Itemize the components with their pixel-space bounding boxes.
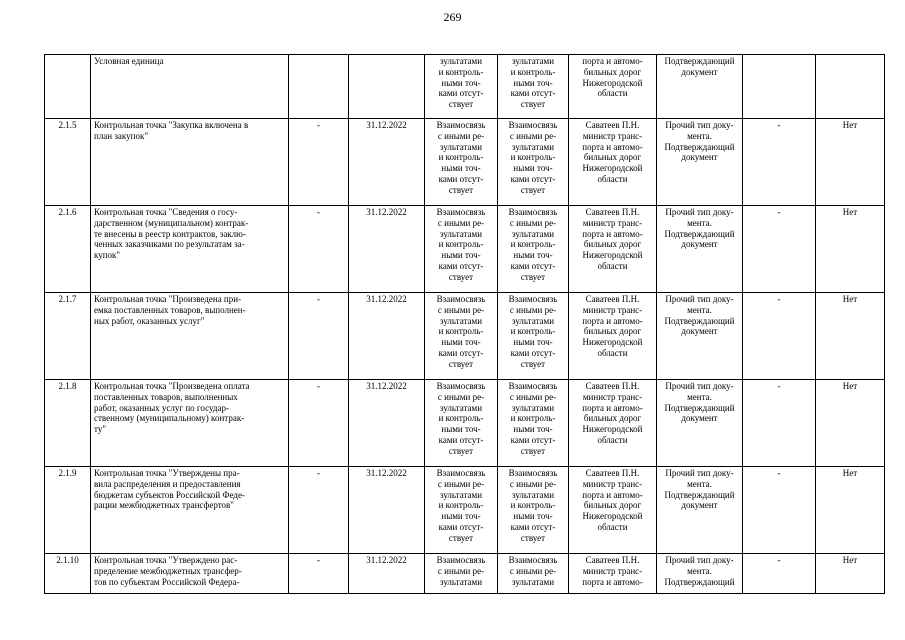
table-row xyxy=(45,554,885,594)
cell-text-line: ками отсут- xyxy=(438,434,484,445)
cell-text-line: с иными ре- xyxy=(509,478,557,489)
cell-text-line: Прочий тип доку- xyxy=(665,120,734,130)
cell-text-line: Подтверждающий xyxy=(664,402,735,413)
cell-text-line: Подтверждающий xyxy=(664,576,735,587)
cell-text-line: Прочий тип доку- xyxy=(665,294,734,304)
cell-text-line: план закупок" xyxy=(94,130,149,141)
cell-text-line: Саватеев П.Н. xyxy=(585,207,640,217)
cell-text-line: Подтверждающий xyxy=(664,228,735,239)
info-system-cell xyxy=(743,380,816,467)
cell-text-line: Нижегородской xyxy=(582,250,643,261)
base-date-cell xyxy=(289,467,349,554)
cell-text-line: ствует xyxy=(520,358,546,369)
control-point-name-cell xyxy=(91,380,289,467)
cell-text: 2.1.8 xyxy=(58,381,77,391)
cell-text-line: Нижегородской xyxy=(582,424,643,435)
control-point-name-cell xyxy=(91,467,289,554)
deadline-date-cell xyxy=(349,467,425,554)
responsible-person-cell xyxy=(569,119,657,206)
cell-text: - xyxy=(777,207,781,217)
cell-text-line: и контроль- xyxy=(510,152,556,163)
cell-text-line: Контрольная точка "Произведена оплата xyxy=(94,381,250,391)
cell-text-line: порта и автомо- xyxy=(582,576,643,587)
cell-text-line: зультатами xyxy=(511,402,555,413)
cell-text-line: поставленных товаров, выполненных xyxy=(94,391,238,402)
table-row xyxy=(45,55,885,119)
cell-text-line: Контрольная точка "Произведена при- xyxy=(94,294,242,304)
cell-text-line: порта и автомо- xyxy=(582,489,643,500)
deadline-date-cell xyxy=(349,554,425,594)
cell-text-line: и контроль- xyxy=(438,326,484,337)
row-number-cell xyxy=(45,380,91,467)
cell-text-line: ными точ- xyxy=(513,250,553,261)
row-number-cell xyxy=(45,554,91,594)
cell-text-line: и контроль- xyxy=(438,413,484,424)
row-number-cell xyxy=(45,206,91,293)
cell-text-line: работ, оказанных услуг по государ- xyxy=(94,402,229,413)
predecessor-link-cell xyxy=(425,467,498,554)
cell-text: - xyxy=(317,294,320,304)
cell-text-line: ствует xyxy=(520,532,546,543)
cell-text-line: Взаимосвязь xyxy=(508,555,558,565)
document-type-cell xyxy=(657,554,743,594)
cell-text: 31.12.2022 xyxy=(366,120,407,130)
control-point-name-cell xyxy=(91,554,289,594)
cell-text-line: ствует xyxy=(448,445,474,456)
cell-text-line: мента. xyxy=(687,304,712,315)
cell-text-line: бильных дорог xyxy=(583,239,642,250)
cell-text-line: Прочий тип доку- xyxy=(665,555,734,565)
cell-text-line: порта и автомо- xyxy=(582,315,643,326)
cell-text-line: Прочий тип доку- xyxy=(665,468,734,478)
cell-text-line: бильных дорог xyxy=(583,413,642,424)
cell-text-line: Взаимосвязь xyxy=(508,468,558,478)
cell-text-line: зультатами xyxy=(439,402,483,413)
successor-link-cell xyxy=(498,467,569,554)
cell-text-line: Саватеев П.Н. xyxy=(585,555,640,565)
cell-text-line: Взаимосвязь xyxy=(508,294,558,304)
cell-text: 31.12.2022 xyxy=(366,294,407,304)
cell-text-line: и контроль- xyxy=(510,66,556,77)
cell-text-line: документ xyxy=(681,239,718,250)
cell-text-line: с иными ре- xyxy=(509,217,557,228)
cell-text: - xyxy=(317,120,320,130)
cell-text-line: зультатами xyxy=(439,576,483,587)
cell-text-line: бюджетам субъектов Российской Феде- xyxy=(94,489,245,500)
base-date-cell xyxy=(289,119,349,206)
cell-text-line: порта и автомо- xyxy=(582,402,643,413)
cell-text-line: с иными ре- xyxy=(437,130,485,141)
cell-text-line: ствует xyxy=(448,271,474,282)
cell-text-line: дарственном (муниципальном) контрак- xyxy=(94,217,249,228)
cell-text-line: ными точ- xyxy=(513,163,553,174)
cell-text-line: министр транс- xyxy=(582,478,643,489)
cell-text-line: рации межбюджетных трансфертов" xyxy=(94,500,234,511)
cell-text-line: Подтверждающий xyxy=(664,141,735,152)
cell-text-line: Нижегородской xyxy=(582,511,643,522)
control-point-name-cell xyxy=(91,206,289,293)
cell-text-line: ствует xyxy=(448,184,474,195)
cell-text-line: зультатами xyxy=(511,576,555,587)
info-system-cell xyxy=(743,554,816,594)
document-type-cell xyxy=(657,206,743,293)
cell-text-line: Нижегородской xyxy=(582,163,643,174)
responsible-person-cell xyxy=(569,467,657,554)
cell-text-line: и контроль- xyxy=(510,500,556,511)
base-date-cell xyxy=(289,55,349,119)
cell-text-line: ными точ- xyxy=(441,424,481,435)
cell-text-line: зультатами xyxy=(439,141,483,152)
cell-text-line: ками отсут- xyxy=(438,88,484,99)
cell-text-line: области xyxy=(597,173,628,184)
cell-text-line: ными точ- xyxy=(441,250,481,261)
document-type-cell xyxy=(657,467,743,554)
cell-text-line: ками отсут- xyxy=(438,173,484,184)
cell-text: - xyxy=(777,294,781,304)
cell-text-line: ками отсут- xyxy=(438,347,484,358)
cell-text-line: области xyxy=(597,434,628,445)
cell-text-line: Подтверждающий xyxy=(664,489,735,500)
cell-text-line: ками отсут- xyxy=(510,347,556,358)
flag-cell xyxy=(816,206,885,293)
table-row xyxy=(45,119,885,206)
cell-text-line: ствует xyxy=(448,99,474,110)
cell-text-line: Подтверждающий xyxy=(664,315,735,326)
cell-text-line: Нижегородской xyxy=(582,77,643,88)
cell-text-line: ными точ- xyxy=(441,511,481,522)
cell-text: 31.12.2022 xyxy=(366,207,407,217)
cell-text-line: Саватеев П.Н. xyxy=(585,381,640,391)
cell-text: - xyxy=(317,381,320,391)
deadline-date-cell xyxy=(349,293,425,380)
cell-text-line: ками отсут- xyxy=(510,173,556,184)
predecessor-link-cell xyxy=(425,119,498,206)
cell-text-line: и контроль- xyxy=(510,326,556,337)
cell-text-line: бильных дорог xyxy=(583,500,642,511)
cell-text-line: Прочий тип доку- xyxy=(665,381,734,391)
cell-text: - xyxy=(777,381,781,391)
deadline-date-cell xyxy=(349,119,425,206)
successor-link-cell xyxy=(498,293,569,380)
deadline-date-cell xyxy=(349,55,425,119)
cell-text-line: и контроль- xyxy=(510,239,556,250)
control-point-name-cell xyxy=(91,119,289,206)
cell-text-line: и контроль- xyxy=(438,500,484,511)
info-system-cell xyxy=(743,55,816,119)
cell-text-line: зультатами xyxy=(511,141,555,152)
base-date-cell xyxy=(289,380,349,467)
cell-text-line: с иными ре- xyxy=(437,217,485,228)
cell-text-line: мента. xyxy=(687,478,712,489)
cell-text-line: с иными ре- xyxy=(437,304,485,315)
cell-text-line: ными точ- xyxy=(441,77,481,88)
cell-text-line: ками отсут- xyxy=(510,260,556,271)
cell-text-line: области xyxy=(597,260,628,271)
cell-text-line: ками отсут- xyxy=(510,521,556,532)
cell-text-line: с иными ре- xyxy=(509,391,557,402)
deadline-date-cell xyxy=(349,206,425,293)
cell-text-line: и контроль- xyxy=(510,413,556,424)
cell-text-line: ными точ- xyxy=(513,424,553,435)
cell-text-line: Взаимосвязь xyxy=(436,120,486,130)
cell-text-line: мента. xyxy=(687,391,712,402)
cell-text-line: ками отсут- xyxy=(438,260,484,271)
cell-text: 2.1.10 xyxy=(56,555,79,565)
cell-text-line: Взаимосвязь xyxy=(508,120,558,130)
info-system-cell xyxy=(743,467,816,554)
table-row xyxy=(45,206,885,293)
cell-text-line: ками отсут- xyxy=(510,88,556,99)
row-number-cell xyxy=(45,467,91,554)
cell-text-line: ных работ, оказанных услуг" xyxy=(94,315,205,326)
cell-text: 31.12.2022 xyxy=(366,555,407,565)
base-date-cell xyxy=(289,293,349,380)
cell-text-line: ствует xyxy=(520,271,546,282)
cell-text-line: ками отсут- xyxy=(510,434,556,445)
cell-text-line: мента. xyxy=(687,130,712,141)
cell-text-line: министр транс- xyxy=(582,217,643,228)
flag-cell xyxy=(816,119,885,206)
base-date-cell xyxy=(289,206,349,293)
flag-cell xyxy=(816,467,885,554)
cell-text-line: зультатами xyxy=(511,56,555,66)
cell-text-line: области xyxy=(597,88,628,99)
cell-text: 2.1.7 xyxy=(58,294,77,304)
cell-text-line: Взаимосвязь xyxy=(508,381,558,391)
cell-text-line: зультатами xyxy=(439,315,483,326)
cell-text-line: Контрольная точка "Закупка включена в xyxy=(94,120,249,130)
cell-text-line: зультатами xyxy=(511,228,555,239)
info-system-cell xyxy=(743,293,816,380)
cell-text-line: с иными ре- xyxy=(437,478,485,489)
responsible-person-cell xyxy=(569,554,657,594)
cell-text-line: Нижегородской xyxy=(582,337,643,348)
successor-link-cell xyxy=(498,119,569,206)
cell-text: 31.12.2022 xyxy=(366,468,407,478)
predecessor-link-cell xyxy=(425,206,498,293)
predecessor-link-cell xyxy=(425,55,498,119)
cell-text-line: порта и автомо- xyxy=(582,56,643,66)
cell-text-line: министр транс- xyxy=(582,130,643,141)
cell-text-line: с иными ре- xyxy=(509,565,557,576)
cell-text-line: с иными ре- xyxy=(509,130,557,141)
responsible-person-cell xyxy=(569,206,657,293)
cell-text-line: мента. xyxy=(687,217,712,228)
base-date-cell xyxy=(289,554,349,594)
deadline-date-cell xyxy=(349,380,425,467)
cell-text-line: емка поставленных товаров, выполнен- xyxy=(94,304,246,315)
cell-text-line: с иными ре- xyxy=(437,391,485,402)
cell-text-line: ственному (муниципальному) контрак- xyxy=(94,413,245,424)
successor-link-cell xyxy=(498,554,569,594)
cell-text-line: ными точ- xyxy=(513,511,553,522)
cell-text-line: Взаимосвязь xyxy=(436,207,486,217)
document-type-cell xyxy=(657,293,743,380)
control-point-name-cell xyxy=(91,55,289,119)
successor-link-cell xyxy=(498,206,569,293)
info-system-cell xyxy=(743,206,816,293)
cell-text-line: ту" xyxy=(94,424,106,435)
cell-text-line: Взаимосвязь xyxy=(436,294,486,304)
cell-text: - xyxy=(777,468,781,478)
cell-text-line: ными точ- xyxy=(513,337,553,348)
cell-text-line: ченных заказчиками по результатам за- xyxy=(94,239,245,250)
cell-text: Нет xyxy=(842,555,858,565)
cell-text-line: ствует xyxy=(448,358,474,369)
row-number-cell xyxy=(45,55,91,119)
cell-text-line: те внесены в реестр контрактов, заклю- xyxy=(94,228,246,239)
cell-text-line: Взаимосвязь xyxy=(436,555,486,565)
cell-text: - xyxy=(317,555,320,565)
cell-text-line: бильных дорог xyxy=(583,152,642,163)
cell-text: Нет xyxy=(842,120,858,130)
cell-text-line: Саватеев П.Н. xyxy=(585,294,640,304)
cell-text: 2.1.5 xyxy=(58,120,77,130)
predecessor-link-cell xyxy=(425,554,498,594)
document-type-cell xyxy=(657,55,743,119)
cell-text: Нет xyxy=(842,468,858,478)
cell-text-line: ствует xyxy=(520,445,546,456)
cell-text: - xyxy=(777,120,781,130)
cell-text-line: зультатами xyxy=(439,56,483,66)
control-point-name-cell xyxy=(91,293,289,380)
cell-text: 2.1.6 xyxy=(58,207,77,217)
cell-text-line: зультатами xyxy=(439,228,483,239)
cell-text: - xyxy=(317,468,320,478)
cell-text-line: вила распределения и предоставления xyxy=(94,478,241,489)
document-type-cell xyxy=(657,119,743,206)
cell-text-line: с иными ре- xyxy=(509,304,557,315)
cell-text-line: ными точ- xyxy=(513,77,553,88)
cell-text-line: Взаимосвязь xyxy=(436,381,486,391)
row-number-cell xyxy=(45,293,91,380)
cell-text-line: министр транс- xyxy=(582,304,643,315)
cell-text-line: документ xyxy=(681,326,718,337)
cell-text-line: Саватеев П.Н. xyxy=(585,468,640,478)
predecessor-link-cell xyxy=(425,380,498,467)
cell-text-line: и контроль- xyxy=(438,239,484,250)
cell-text-line: ками отсут- xyxy=(438,521,484,532)
cell-text-line: документ xyxy=(681,500,718,511)
cell-text-line: Условная единица xyxy=(94,56,164,66)
successor-link-cell xyxy=(498,380,569,467)
table-row xyxy=(45,380,885,467)
table-row xyxy=(45,467,885,554)
cell-text-line: Саватеев П.Н. xyxy=(585,120,640,130)
flag-cell xyxy=(816,380,885,467)
cell-text-line: с иными ре- xyxy=(437,565,485,576)
info-system-cell xyxy=(743,119,816,206)
cell-text: - xyxy=(777,555,781,565)
responsible-person-cell xyxy=(569,293,657,380)
flag-cell xyxy=(816,554,885,594)
cell-text-line: Контрольная точка "Сведения о госу- xyxy=(94,207,238,217)
cell-text: 31.12.2022 xyxy=(366,381,407,391)
cell-text-line: порта и автомо- xyxy=(582,141,643,152)
cell-text-line: ными точ- xyxy=(441,337,481,348)
cell-text-line: Контрольная точка "Утверждено рас- xyxy=(94,555,238,565)
cell-text: - xyxy=(317,207,320,217)
cell-text: Нет xyxy=(842,294,858,304)
document-type-cell xyxy=(657,380,743,467)
cell-text-line: зультатами xyxy=(439,489,483,500)
table-body xyxy=(45,55,885,594)
cell-text-line: документ xyxy=(681,66,718,77)
cell-text-line: документ xyxy=(681,152,718,163)
cell-text-line: документ xyxy=(681,413,718,424)
cell-text-line: Взаимосвязь xyxy=(508,207,558,217)
cell-text-line: бильных дорог xyxy=(583,326,642,337)
cell-text-line: министр транс- xyxy=(582,565,643,576)
predecessor-link-cell xyxy=(425,293,498,380)
cell-text-line: и контроль- xyxy=(438,66,484,77)
cell-text-line: ствует xyxy=(520,99,546,110)
cell-text-line: министр транс- xyxy=(582,391,643,402)
cell-text: Нет xyxy=(842,207,858,217)
cell-text-line: Подтверждающий xyxy=(664,56,735,66)
cell-text-line: и контроль- xyxy=(438,152,484,163)
cell-text-line: бильных дорог xyxy=(583,66,642,77)
cell-text-line: области xyxy=(597,347,628,358)
cell-text-line: ствует xyxy=(448,532,474,543)
cell-text-line: мента. xyxy=(687,565,712,576)
flag-cell xyxy=(816,55,885,119)
responsible-person-cell xyxy=(569,55,657,119)
cell-text-line: зультатами xyxy=(511,489,555,500)
row-number-cell xyxy=(45,119,91,206)
cell-text-line: тов по субъектам Российской Федера- xyxy=(94,576,240,587)
cell-text-line: Контрольная точка "Утверждены пра- xyxy=(94,468,240,478)
cell-text-line: ствует xyxy=(520,184,546,195)
cell-text-line: Прочий тип доку- xyxy=(665,207,734,217)
flag-cell xyxy=(816,293,885,380)
cell-text-line: Взаимосвязь xyxy=(436,468,486,478)
successor-link-cell xyxy=(498,55,569,119)
table-row xyxy=(45,293,885,380)
cell-text-line: ными точ- xyxy=(441,163,481,174)
cell-text-line: пределение межбюджетных трансфер- xyxy=(94,565,242,576)
cell-text-line: зультатами xyxy=(511,315,555,326)
cell-text-line: области xyxy=(597,521,628,532)
responsible-person-cell xyxy=(569,380,657,467)
cell-text-line: порта и автомо- xyxy=(582,228,643,239)
cell-text: Нет xyxy=(842,381,858,391)
page-number: 269 xyxy=(443,10,462,24)
control-points-table xyxy=(44,54,885,594)
cell-text: 2.1.9 xyxy=(58,468,77,478)
cell-text-line: купок" xyxy=(94,250,121,261)
